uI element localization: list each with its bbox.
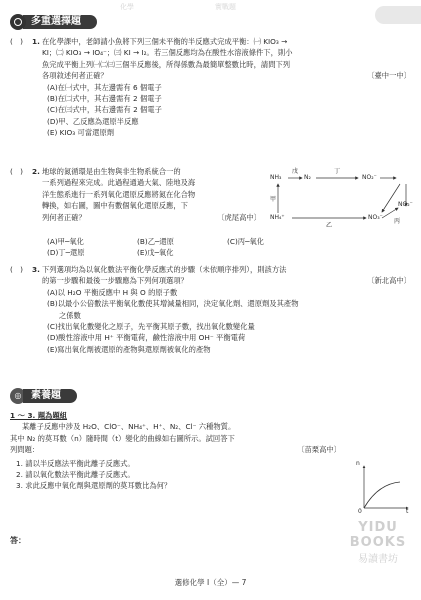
option-c: (C)找出氧化數變化之原子，先平衡其原子數，找出氧化數變化量 bbox=[47, 322, 255, 332]
question-text: 地球的氮循環是由生物與非生物系統合一的 bbox=[42, 167, 181, 176]
question-source: 〔虎尾高中〕 bbox=[217, 212, 261, 222]
option-e: (E)戊─氧化 bbox=[137, 248, 174, 258]
section-banner-multiple-choice bbox=[10, 14, 97, 30]
options-list bbox=[47, 82, 411, 139]
section-title: 多重選擇題 bbox=[23, 15, 97, 29]
option-b: (B)以最小公倍數法平衡氧化數使其增減量相同，決定氧化劑、還原劑及其產物 bbox=[47, 299, 299, 309]
group-label: 1 ～ 3. 題為題組 bbox=[10, 411, 68, 420]
options-list bbox=[47, 287, 411, 355]
faint-header-left: 化學 bbox=[120, 3, 134, 11]
arrow-label-bing: 丙 bbox=[394, 218, 401, 225]
question-text: 的第一步驟和最後一步驟應為下列何項選項？ bbox=[42, 276, 188, 286]
option-c: (C)丙─氧化 bbox=[227, 237, 265, 246]
question-number: 2. bbox=[32, 167, 40, 176]
question-text: 各項敘述何者正確？ bbox=[42, 71, 108, 81]
question-text: 轉換，如右圖，圖中有數個氧化還原反應，下 bbox=[42, 201, 188, 211]
option-e: (E) KIO₃ 可當還原劑 bbox=[47, 128, 115, 138]
graph-origin-label: 0 bbox=[358, 508, 362, 515]
question-text: KI；㈡ KIO₃ → IO₄⁻；㈢ KI → I₂。若三個反應均為在酸性水溶液條件下，則小 bbox=[42, 48, 293, 58]
n-vs-t-graph bbox=[356, 460, 412, 516]
option-e: (E)寫出氧化劑被還原的產物與還原劑被氧化的產物 bbox=[47, 344, 211, 354]
page-footer: 選修化學 I（全）— 7 bbox=[174, 578, 247, 587]
graph-y-label: n bbox=[356, 460, 360, 467]
question-2-options bbox=[10, 236, 411, 259]
question-text: 洋生態系進行一系列氧化還原反應將氮在化合物 bbox=[42, 189, 196, 199]
question-source: 〔臺中一中〕 bbox=[367, 71, 411, 81]
group-text: 某離子反應中涉及 H₂O、ClO⁻、NH₄⁺、H⁺、N₂、Cl⁻ 六種物質。 bbox=[22, 422, 236, 432]
option-d: (D)酸性溶液中用 H⁺ 平衡電荷，鹼性溶液中用 OH⁻ 平衡電荷 bbox=[47, 333, 246, 343]
graph-axes bbox=[356, 460, 412, 516]
sub-question-1: 1. 請以半反應法平衡此離子反應式。 bbox=[16, 458, 135, 468]
group-questions bbox=[10, 410, 341, 492]
question-3 bbox=[10, 264, 411, 355]
species-n2: N₂ bbox=[304, 174, 311, 181]
question-2 bbox=[10, 166, 261, 223]
answer-label: 答： bbox=[10, 536, 26, 545]
section-banner-literacy bbox=[10, 388, 77, 404]
question-text: 魚完成平衡上列㈠㈡㈢三個半反應後，所得係數為最簡單整數比時，請問下列 bbox=[42, 59, 291, 69]
answer-blank[interactable]: ( ) bbox=[10, 37, 23, 46]
species-nh4: NH₄⁺ bbox=[270, 214, 285, 221]
arrow-label-jia: 甲 bbox=[270, 196, 277, 203]
nitrogen-cycle-diagram bbox=[270, 168, 415, 228]
watermark-text: BOOKS bbox=[349, 535, 407, 550]
option-a: (A)甲─氧化 bbox=[47, 237, 84, 246]
sub-question-3: 3. 求此反應中氧化劑與還原劑的莫耳數比為何？ bbox=[16, 481, 172, 491]
group-text: 列問題： bbox=[10, 445, 40, 455]
option-b: (B)乙─還原 bbox=[137, 237, 174, 246]
answer-blank[interactable]: ( ) bbox=[10, 167, 23, 176]
question-number: 3. bbox=[32, 265, 40, 274]
option-b: (B)在㈡式中，其右邊需有 2 個電子 bbox=[47, 94, 162, 104]
option-a: (A)以 H₂O 平衡反應中 H 與 O 的原子數 bbox=[47, 287, 178, 297]
option-c: (C)在㈢式中，其右邊需有 2 個電子 bbox=[47, 105, 162, 115]
group-source: 〔苗栗高中〕 bbox=[297, 445, 341, 455]
sub-question-2: 2. 請以氧化數法平衡此離子反應式。 bbox=[16, 470, 135, 480]
question-source: 〔新北高中〕 bbox=[367, 276, 411, 286]
option-d: (D)甲、乙反應為還原半反應 bbox=[47, 116, 139, 126]
banner-circle-icon bbox=[10, 14, 26, 30]
watermark-text: YIDU bbox=[358, 520, 398, 535]
question-text: 列何者正確？ bbox=[42, 212, 86, 222]
question-text: 下列選項均為以氧化數法平衡化學反應式的步驟（未依順序排列），則該方法 bbox=[42, 265, 287, 274]
publisher-watermark bbox=[336, 520, 420, 580]
option-d: (D)丁─還原 bbox=[47, 248, 85, 258]
arrow-label-ding: 丁 bbox=[334, 168, 341, 175]
species-no2-top: NO₂⁻ bbox=[362, 174, 377, 181]
question-text: 在化學課中，老師請小魚將下列三個未平衡的半反應式完成平衡：㈠ KIO₃ → bbox=[42, 37, 288, 46]
species-no2-right: NO₂⁻ bbox=[398, 201, 413, 208]
graph-x-label: t bbox=[406, 508, 409, 515]
arrow-label-yi: 乙 bbox=[326, 222, 333, 229]
banner-circle-icon: ◎ bbox=[10, 388, 26, 404]
faint-header-center: 實戰題 bbox=[215, 3, 236, 11]
question-number: 1. bbox=[32, 37, 40, 46]
option-a: (A)在㈠式中，其左邊需有 6 個電子 bbox=[47, 82, 162, 92]
group-text: 其中 N₂ 的莫耳數（n）隨時間（t）變化的曲線如右圖所示。試回答下 bbox=[10, 433, 235, 443]
watermark-text: 易讀書坊 bbox=[358, 554, 398, 565]
answer-blank[interactable]: ( ) bbox=[10, 265, 23, 274]
question-1 bbox=[10, 36, 411, 139]
arrow-label-wu: 戊 bbox=[292, 168, 299, 175]
section-title: 素養題 bbox=[23, 389, 77, 403]
faint-header bbox=[0, 2, 421, 12]
option-b-continued: 之係數 bbox=[59, 310, 81, 320]
species-no3: NO₃⁻ bbox=[368, 214, 383, 221]
corner-tab bbox=[375, 6, 421, 24]
species-nh3: NH₃ bbox=[270, 174, 282, 181]
question-text: 一系列過程來完成。此過程通過大氣、陸地及海 bbox=[42, 178, 196, 188]
